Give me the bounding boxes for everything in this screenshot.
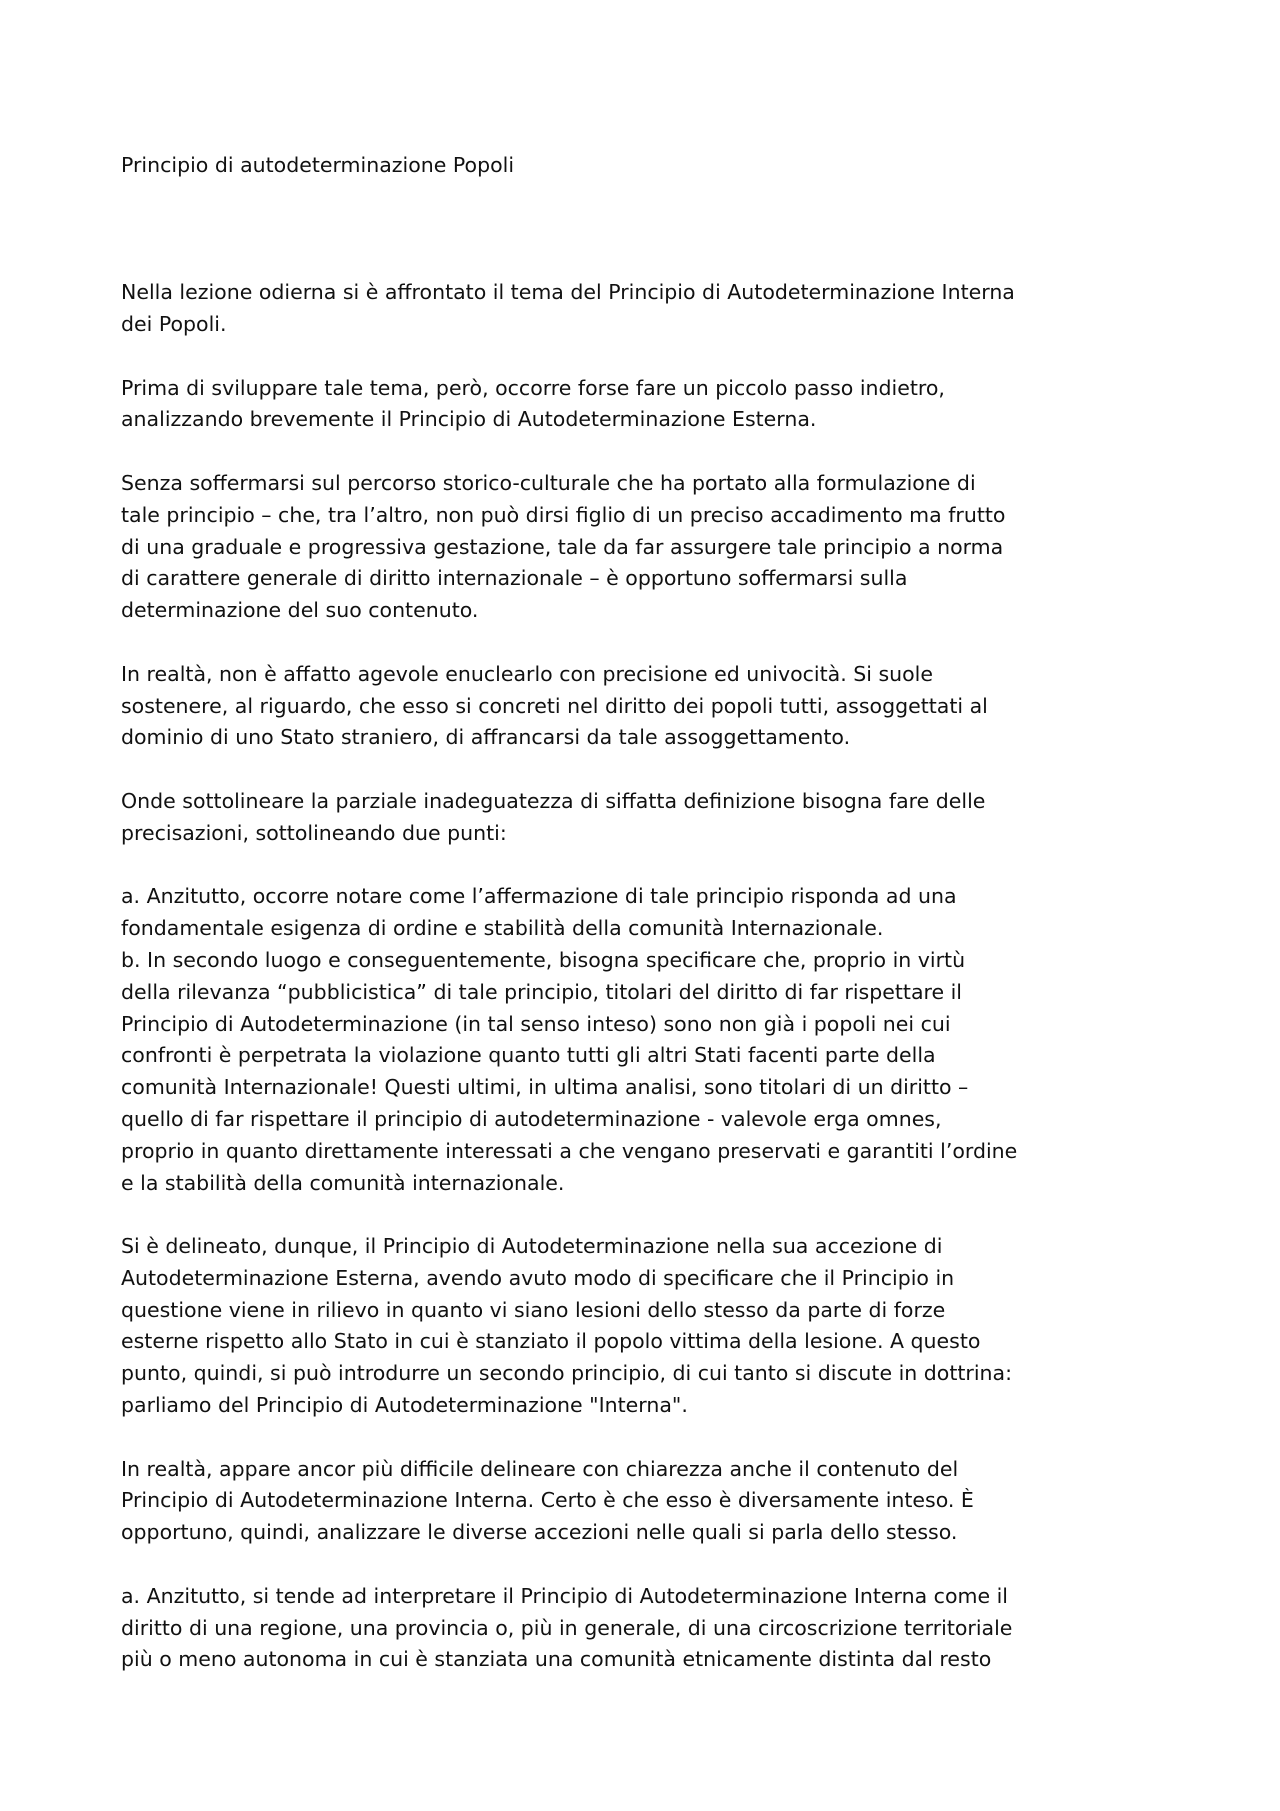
paragraph (121, 1231, 1017, 1422)
text-line: e la stabilità della comunità internazionale. (121, 1170, 565, 1195)
text-line: proprio in quanto direttamente interessati a che vengano preservati e garantiti l’ordine (121, 1138, 1018, 1163)
paragraph (121, 1581, 1017, 1676)
text-line: precisazioni, sottolineando due punti: (121, 820, 507, 845)
paragraph (121, 786, 1017, 850)
text-line: analizzando brevemente il Principio di Autodeterminazione Esterna. (121, 407, 817, 432)
paragraph (121, 1454, 1017, 1549)
text-line: a. Anzitutto, si tende ad interpretare il Principio di Autodeterminazione Interna come il (121, 1583, 1008, 1608)
text-line: Onde sottolineare la parziale inadeguatezza di siffatta definizione bisogna fare delle (121, 788, 986, 813)
text-line: esterne rispetto allo Stato in cui è stanziato il popolo vittima della lesione. A questo (121, 1329, 981, 1354)
text-line: Si è delineato, dunque, il Principio di Autodeterminazione nella sua accezione di (121, 1234, 943, 1259)
paragraph (121, 277, 1017, 341)
text-line: dei Popoli. (121, 311, 227, 336)
text-line: della rilevanza “pubblicistica” di tale principio, titolari del diritto di far rispettare il (121, 979, 963, 1004)
text-line: più o meno autonoma in cui è stanziata una comunità etnicamente distinta dal resto (121, 1647, 992, 1672)
document-page (121, 150, 1017, 1708)
text-line: fondamentale esigenza di ordine e stabilità della comunità Internazionale. (121, 916, 884, 941)
text-line: Principio di Autodeterminazione (in tal senso inteso) sono non già i popoli nei cui (121, 1011, 951, 1036)
text-line: diritto di una regione, una provincia o, più in generale, di una circoscrizione territoriale (121, 1615, 1013, 1640)
text-line: sostenere, al riguardo, che esso si concreti nel diritto dei popoli tutti, assoggettati al (121, 693, 988, 718)
text-line: questione viene in rilievo in quanto vi siano lesioni dello stesso da parte di forze (121, 1297, 946, 1322)
paragraph (121, 373, 1017, 437)
document-body (121, 277, 1017, 1676)
text-line: In realtà, non è affatto agevole enuclearlo con precisione ed univocità. Si suole (121, 661, 933, 686)
text-line: parliamo del Principio di Autodeterminazione "Interna". (121, 1393, 688, 1418)
text-line: Principio di Autodeterminazione Interna. Certo è che esso è diversamente inteso. È (121, 1488, 974, 1513)
text-line: a. Anzitutto, occorre notare come l’affermazione di tale principio risponda ad una (121, 884, 957, 909)
text-line: confronti è perpetrata la violazione quanto tutti gli altri Stati facenti parte della (121, 1043, 936, 1068)
paragraph (121, 881, 1017, 1199)
text-line: Senza soffermarsi sul percorso storico-culturale che ha portato alla formulazione di (121, 470, 976, 495)
text-line: di carattere generale di diritto internazionale – è opportuno soffermarsi sulla (121, 566, 908, 591)
text-line: dominio di uno Stato straniero, di affrancarsi da tale assoggettamento. (121, 725, 851, 750)
paragraph (121, 468, 1017, 627)
text-line: Nella lezione odierna si è affrontato il tema del Principio di Autodeterminazione Interna (121, 280, 1015, 305)
text-line: di una graduale e progressiva gestazione, tale da far assurgere tale principio a norma (121, 534, 1004, 559)
text-line: quello di far rispettare il principio di autodeterminazione - valevole erga omnes, (121, 1106, 942, 1131)
text-line: punto, quindi, si può introdurre un secondo principio, di cui tanto si discute in dottrina: (121, 1361, 1012, 1386)
text-line: b. In secondo luogo e conseguentemente, bisogna specificare che, proprio in virtù (121, 947, 966, 972)
text-line: comunità Internazionale! Questi ultimi, in ultima analisi, sono titolari di un diritto – (121, 1075, 969, 1100)
paragraph (121, 659, 1017, 754)
text-line: opportuno, quindi, analizzare le diverse accezioni nelle quali si parla dello stesso. (121, 1520, 958, 1545)
text-line: Prima di sviluppare tale tema, però, occorre forse fare un piccolo passo indietro, (121, 375, 945, 400)
text-line: In realtà, appare ancor più difficile delineare con chiarezza anche il contenuto del (121, 1456, 959, 1481)
text-line: determinazione del suo contenuto. (121, 598, 479, 623)
document-title: Principio di autodeterminazione Popoli (121, 153, 515, 177)
text-line: tale principio – che, tra l’altro, non può dirsi figlio di un preciso accadimento ma frutto (121, 502, 1006, 527)
text-line: Autodeterminazione Esterna, avendo avuto modo di specificare che il Principio in (121, 1265, 955, 1290)
